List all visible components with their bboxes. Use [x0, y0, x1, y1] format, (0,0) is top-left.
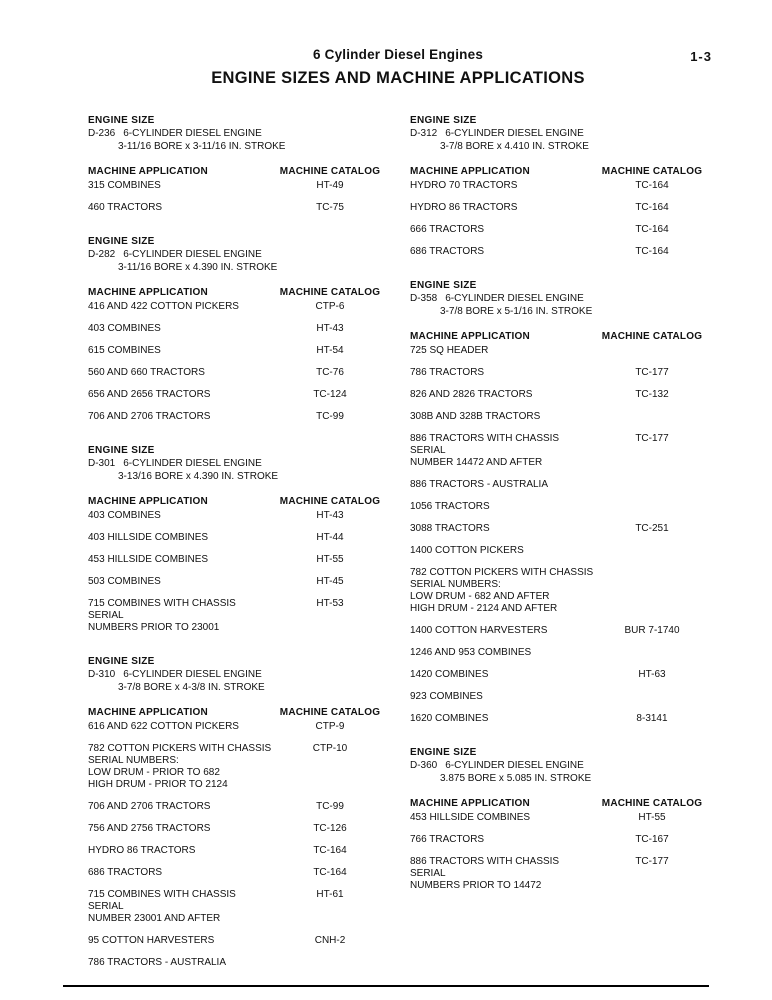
engine-section [410, 115, 706, 258]
application-cell: 715 COMBINES WITH CHASSIS SERIAL NUMBERS PRIOR TO 23001 [88, 598, 236, 633]
engine-model: D-282 [88, 249, 116, 260]
application-cell: 308B AND 328B TRACTORS [410, 411, 541, 422]
table-row [88, 345, 384, 357]
catalog-cell: TC-167 [635, 834, 669, 845]
engine-section [88, 656, 384, 969]
table-row [88, 889, 384, 925]
application-cell: 3088 TRACTORS [410, 523, 490, 534]
column-header-machine-catalog: MACHINE CATALOG [601, 166, 703, 177]
application-cell: HYDRO 70 TRACTORS [410, 180, 518, 191]
application-cell: 1056 TRACTORS [410, 501, 490, 512]
left-column [88, 115, 384, 991]
engine-model-line [88, 248, 384, 261]
application-cell: 686 TRACTORS [410, 246, 485, 257]
engine-section [88, 236, 384, 423]
column-header-machine-catalog: MACHINE CATALOG [279, 707, 381, 718]
application-cell: 1400 COTTON HARVESTERS [410, 625, 548, 636]
table-row [410, 479, 706, 491]
catalog-cell: TC-75 [316, 202, 344, 213]
application-cell: 656 AND 2656 TRACTORS [88, 389, 211, 400]
header-row [88, 46, 712, 64]
application-cell: 416 AND 422 COTTON PICKERS [88, 301, 239, 312]
catalog-cell: HT-49 [316, 180, 344, 191]
application-cell: 1246 AND 953 COMBINES [410, 647, 532, 658]
engine-bore-stroke: 3-7/8 BORE x 4-3/8 IN. STROKE [118, 682, 265, 693]
table-row [88, 510, 384, 522]
application-cell: 715 COMBINES WITH CHASSIS SERIAL NUMBER 23001 AND AFTER [88, 889, 236, 924]
application-cell: 403 COMBINES [88, 323, 161, 334]
application-table-header [410, 798, 706, 809]
table-row [88, 367, 384, 379]
column-header-machine-application: MACHINE APPLICATION [88, 287, 208, 298]
catalog-cell: TC-164 [313, 845, 347, 856]
bottom-rule [63, 985, 709, 987]
engine-section [88, 115, 384, 214]
application-cell: 453 HILLSIDE COMBINES [410, 812, 531, 823]
catalog-cell: BUR 7-1740 [624, 625, 680, 636]
catalog-cell: HT-55 [316, 554, 344, 565]
table-row [410, 367, 706, 379]
engine-section [410, 280, 706, 725]
application-cell: 786 TRACTORS [410, 367, 485, 378]
application-cell: 1400 COTTON PICKERS [410, 545, 524, 556]
application-cell: 403 HILLSIDE COMBINES [88, 532, 209, 543]
application-cell: 460 TRACTORS [88, 202, 163, 213]
catalog-cell: HT-63 [638, 669, 666, 680]
application-cell: 560 AND 660 TRACTORS [88, 367, 205, 378]
application-table-header [410, 166, 706, 177]
application-cell: 886 TRACTORS WITH CHASSIS SERIAL NUMBERS PRIOR TO 14472 [410, 856, 560, 891]
table-row [88, 823, 384, 835]
catalog-cell: HT-43 [316, 510, 344, 521]
engine-description: 6-CYLINDER DIESEL ENGINE [445, 293, 584, 304]
table-row [88, 180, 384, 192]
column-header-machine-application: MACHINE APPLICATION [410, 798, 530, 809]
application-table-header [88, 496, 384, 507]
engine-model: D-312 [410, 128, 438, 139]
engine-description: 6-CYLINDER DIESEL ENGINE [123, 249, 262, 260]
engine-size-label: ENGINE SIZE [88, 236, 155, 247]
table-row [410, 501, 706, 513]
table-row [88, 867, 384, 879]
application-table-header [88, 707, 384, 718]
application-cell: 686 TRACTORS [88, 867, 163, 878]
application-cell: 923 COMBINES [410, 691, 483, 702]
application-cell: 1420 COMBINES [410, 669, 489, 680]
table-row [88, 935, 384, 947]
table-row [88, 743, 384, 791]
catalog-cell: CNH-2 [314, 935, 346, 946]
table-row [88, 598, 384, 634]
table-row [410, 389, 706, 401]
column-header-machine-application: MACHINE APPLICATION [88, 496, 208, 507]
application-cell: HYDRO 86 TRACTORS [410, 202, 518, 213]
engine-description: 6-CYLINDER DIESEL ENGINE [445, 760, 584, 771]
engine-size-label: ENGINE SIZE [410, 115, 477, 126]
catalog-cell: TC-164 [313, 867, 347, 878]
table-row [88, 202, 384, 214]
engine-bore-stroke: 3-7/8 BORE x 5-1/16 IN. STROKE [440, 306, 593, 317]
engine-model-line [88, 457, 384, 470]
table-row [88, 323, 384, 335]
catalog-cell: TC-76 [316, 367, 344, 378]
catalog-cell: CTP-9 [315, 721, 345, 732]
table-row [410, 834, 706, 846]
catalog-cell: TC-99 [316, 801, 344, 812]
column-header-machine-catalog: MACHINE CATALOG [601, 331, 703, 342]
column-header-machine-application: MACHINE APPLICATION [88, 166, 208, 177]
engine-section [410, 747, 706, 892]
application-cell: 826 AND 2826 TRACTORS [410, 389, 533, 400]
engine-model-line [410, 759, 706, 772]
engine-bore-stroke: 3-11/16 BORE x 4.390 IN. STROKE [118, 262, 278, 273]
catalog-cell: TC-132 [635, 389, 669, 400]
engine-bore-stroke: 3.875 BORE x 5.085 IN. STROKE [440, 773, 592, 784]
catalog-cell: TC-251 [635, 523, 669, 534]
catalog-cell: TC-126 [313, 823, 347, 834]
engine-model-line [410, 127, 706, 140]
table-row [410, 545, 706, 557]
column-header-machine-application: MACHINE APPLICATION [88, 707, 208, 718]
table-row [410, 856, 706, 892]
engine-model: D-360 [410, 760, 438, 771]
table-row [410, 411, 706, 423]
application-cell: 766 TRACTORS [410, 834, 485, 845]
catalog-cell: 8-3141 [636, 713, 668, 724]
engine-model-line [88, 127, 384, 140]
application-table-header [88, 287, 384, 298]
catalog-cell: TC-164 [635, 246, 669, 257]
column-header-machine-catalog: MACHINE CATALOG [601, 798, 703, 809]
engine-description: 6-CYLINDER DIESEL ENGINE [123, 458, 262, 469]
catalog-cell: TC-177 [635, 433, 669, 444]
catalog-cell: HT-54 [316, 345, 344, 356]
engine-model-line [88, 668, 384, 681]
table-row [410, 523, 706, 535]
catalog-cell: CTP-10 [312, 743, 348, 754]
table-row [410, 224, 706, 236]
table-row [410, 812, 706, 824]
table-row [410, 433, 706, 469]
application-cell: 1620 COMBINES [410, 713, 489, 724]
application-cell: 403 COMBINES [88, 510, 161, 521]
right-column [410, 115, 706, 991]
catalog-cell: TC-99 [316, 411, 344, 422]
page-header [88, 46, 712, 88]
application-table-header [88, 166, 384, 177]
engine-size-label: ENGINE SIZE [88, 115, 155, 126]
page-number: 1-3 [690, 49, 712, 64]
application-cell: 886 TRACTORS - AUSTRALIA [410, 479, 549, 490]
engine-bore-stroke: 3-7/8 BORE x 4.410 IN. STROKE [440, 141, 589, 152]
engine-description: 6-CYLINDER DIESEL ENGINE [123, 669, 262, 680]
table-row [88, 576, 384, 588]
table-row [88, 301, 384, 313]
table-row [88, 532, 384, 544]
column-header-machine-catalog: MACHINE CATALOG [279, 287, 381, 298]
application-cell: HYDRO 86 TRACTORS [88, 845, 196, 856]
application-cell: 616 AND 622 COTTON PICKERS [88, 721, 239, 732]
application-cell: 453 HILLSIDE COMBINES [88, 554, 209, 565]
column-header-machine-application: MACHINE APPLICATION [410, 331, 530, 342]
table-row [410, 246, 706, 258]
column-header-machine-catalog: MACHINE CATALOG [279, 166, 381, 177]
application-cell: 666 TRACTORS [410, 224, 485, 235]
page-header-title: 6 Cylinder Diesel Engines [312, 47, 484, 62]
table-row [410, 625, 706, 637]
application-cell: 503 COMBINES [88, 576, 161, 587]
table-row [88, 801, 384, 813]
engine-description: 6-CYLINDER DIESEL ENGINE [445, 128, 584, 139]
engine-description: 6-CYLINDER DIESEL ENGINE [123, 128, 262, 139]
table-row [410, 647, 706, 659]
catalog-cell: TC-177 [635, 856, 669, 867]
catalog-cell: HT-61 [316, 889, 344, 900]
table-row [410, 691, 706, 703]
catalog-cell: TC-164 [635, 180, 669, 191]
table-row [88, 957, 384, 969]
table-row [410, 713, 706, 725]
table-row [88, 845, 384, 857]
engine-size-label: ENGINE SIZE [88, 656, 155, 667]
catalog-cell: CTP-6 [315, 301, 345, 312]
engine-bore-stroke: 3-13/16 BORE x 4.390 IN. STROKE [118, 471, 279, 482]
application-table-header [410, 331, 706, 342]
engine-model: D-236 [88, 128, 116, 139]
engine-model: D-358 [410, 293, 438, 304]
application-cell: 725 SQ HEADER [410, 345, 489, 356]
table-row [410, 345, 706, 357]
table-row [410, 202, 706, 214]
table-row [88, 554, 384, 566]
application-cell: 782 COTTON PICKERS WITH CHASSIS SERIAL NUMBERS: LOW DRUM - 682 AND AFTER HIGH DRUM - 2124 AND AFTER [410, 567, 594, 614]
application-cell: 756 AND 2756 TRACTORS [88, 823, 211, 834]
engine-model-line [410, 292, 706, 305]
catalog-cell: HT-53 [316, 598, 344, 609]
table-row [88, 411, 384, 423]
catalog-cell: TC-124 [313, 389, 347, 400]
catalog-cell: HT-44 [316, 532, 344, 543]
application-cell: 615 COMBINES [88, 345, 161, 356]
table-row [88, 389, 384, 401]
catalog-cell: HT-43 [316, 323, 344, 334]
table-row [88, 721, 384, 733]
engine-section [88, 445, 384, 634]
engine-model: D-310 [88, 669, 116, 680]
table-row [410, 567, 706, 615]
catalog-cell: TC-177 [635, 367, 669, 378]
table-row [410, 669, 706, 681]
table-row [410, 180, 706, 192]
catalog-cell: TC-164 [635, 224, 669, 235]
catalog-cell: HT-45 [316, 576, 344, 587]
engine-model: D-301 [88, 458, 116, 469]
application-cell: 786 TRACTORS - AUSTRALIA [88, 957, 227, 968]
application-cell: 95 COTTON HARVESTERS [88, 935, 215, 946]
column-header-machine-catalog: MACHINE CATALOG [279, 496, 381, 507]
application-cell: 886 TRACTORS WITH CHASSIS SERIAL NUMBER 14472 AND AFTER [410, 433, 560, 468]
page-title: ENGINE SIZES AND MACHINE APPLICATIONS [211, 69, 585, 87]
engine-bore-stroke: 3-11/16 BORE x 3-11/16 IN. STROKE [118, 141, 286, 152]
engine-size-label: ENGINE SIZE [410, 747, 477, 758]
application-cell: 706 AND 2706 TRACTORS [88, 411, 211, 422]
content-columns [88, 115, 708, 991]
engine-size-label: ENGINE SIZE [410, 280, 477, 291]
engine-size-label: ENGINE SIZE [88, 445, 155, 456]
application-cell: 782 COTTON PICKERS WITH CHASSIS SERIAL NUMBERS: LOW DRUM - PRIOR TO 682 HIGH DRUM - PRIOR TO 2124 [88, 743, 272, 790]
catalog-cell: TC-164 [635, 202, 669, 213]
column-header-machine-application: MACHINE APPLICATION [410, 166, 530, 177]
catalog-cell: HT-55 [638, 812, 666, 823]
application-cell: 315 COMBINES [88, 180, 161, 191]
application-cell: 706 AND 2706 TRACTORS [88, 801, 211, 812]
